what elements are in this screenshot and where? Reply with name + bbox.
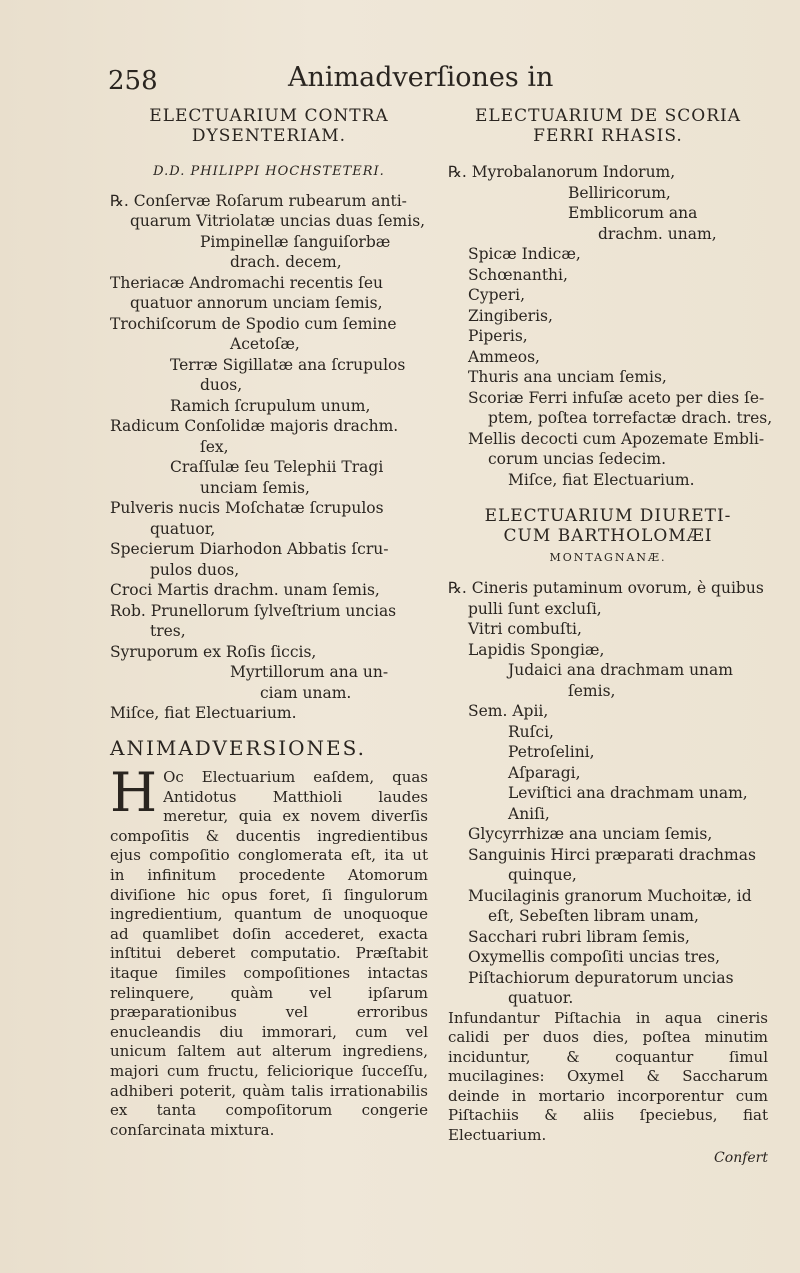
right-title-line-5: MONTAGNANÆ. — [549, 551, 667, 564]
recipe-line: tres, — [150, 622, 186, 640]
right-title-line-3: ELECTUARIUM DIURETI- — [484, 506, 732, 526]
recipe-line: pulli ſunt excluſi, — [468, 599, 602, 618]
recipe-line: quarum Vitriolatæ uncias duas ſemis, — [130, 212, 426, 230]
recipe-line: quatuor. — [508, 989, 574, 1007]
commentary-paragraph — [110, 761, 428, 1140]
recipe-line: Piſtachiorum depuratorum uncias — [468, 968, 734, 987]
left-recipe — [110, 191, 428, 724]
recipe-line: ſex, — [200, 437, 229, 456]
recipe-line: quinque, — [508, 866, 577, 884]
recipe-line: ciam unam. — [260, 683, 352, 702]
recipe-line: drach. decem, — [230, 253, 342, 271]
right-recipe-2 — [448, 578, 768, 1009]
recipe-line: ptem, poſtea torrefactæ drach. tres, — [488, 409, 773, 427]
recipe-line: unciam ſemis, — [200, 478, 310, 497]
recipe-line: Emblicorum ana — [568, 204, 698, 222]
recipe-line: ℞. Cineris putaminum ovorum, è quibus — [448, 579, 764, 597]
recipe-line: quatuor, — [150, 519, 216, 538]
recipe-line: Glycyrrhizæ ana unciam ſemis, — [468, 825, 713, 843]
recipe-line: Myrtillorum ana un- — [230, 663, 389, 681]
right-column — [448, 106, 773, 1168]
right-recipe-1 — [448, 162, 773, 490]
right-title-line-1: ELECTUARIUM DE SCORIA — [474, 106, 741, 126]
recipe-line: quatuor annorum unciam ſemis, — [130, 294, 383, 312]
recipe-line: Lapidis Spongiæ, — [468, 640, 605, 659]
recipe-line: Vitri combuſti, — [468, 620, 582, 638]
recipe-line: Rob. Prunellorum ſylveſtrium uncias — [110, 601, 397, 620]
recipe-line: Leviſtici ana drachmam unam, — [508, 784, 748, 802]
section-title: ANIMADVERSIONES. — [110, 735, 366, 760]
recipe-line: Sem. Apii, — [468, 702, 549, 720]
recipe-line: Sanguinis Hirci præparati drachmas — [468, 845, 756, 864]
left-column — [110, 106, 428, 1140]
recipe-line: Syruporum ex Roſis ſiccis, — [110, 642, 317, 661]
left-title-line-1: ELECTUARIUM CONTRA — [149, 106, 389, 126]
recipe-line: Cyperi, — [468, 286, 526, 304]
recipe-line: ℞. Conſervæ Roſarum rubearum anti- — [110, 191, 407, 210]
recipe-line: Pimpinellæ ſanguiſorbæ — [200, 232, 391, 251]
author-line: D.D. PHILIPPI HOCHSTETERI. — [153, 164, 385, 179]
page-header — [108, 62, 748, 102]
recipe-line: Terræ Sigillatæ ana ſcrupulos — [170, 355, 406, 374]
recipe-line: Acetoſæ, — [230, 335, 300, 353]
recipe-line: corum uncias ſedecim. — [488, 450, 667, 468]
recipe-line: duos, — [200, 376, 243, 394]
recipe-line: drachm. unam, — [598, 224, 717, 243]
recipe-line: Petroſelini, — [508, 743, 595, 761]
recipe-line: Piperis, — [468, 327, 528, 345]
recipe-line: Zingiberis, — [468, 306, 553, 325]
recipe-line: eſt, Sebeſten libram unam, — [488, 907, 699, 925]
recipe-line: Pulveris nucis Moſchatæ ſcrupulos — [110, 499, 384, 517]
recipe-line: Ramich ſcrupulum unum, — [170, 396, 371, 415]
recipe-line: pulos duos, — [150, 560, 240, 579]
recipe-line: Aſparagi, — [508, 763, 581, 782]
recipe-line: Judaici ana drachmam unam — [508, 661, 733, 679]
right-title-line-4: CUM BARTHOLOMÆI — [503, 526, 713, 546]
recipe-line: Ruſci, — [508, 722, 554, 741]
recipe-line: Craſſulæ ſeu Telephii Tragi — [170, 458, 384, 476]
recipe-line: Schœnanthi, — [468, 265, 568, 284]
recipe-line: Mellis decocti cum Apozemate Embli- — [468, 429, 765, 448]
recipe-line: Specierum Diarhodon Abbatis ſcru- — [110, 540, 389, 558]
recipe-line: Miſce, fiat Electuarium. — [110, 704, 297, 722]
recipe-line: Aniſi, — [508, 804, 550, 823]
recipe-line: Miſce, fiat Electuarium. — [508, 470, 695, 489]
recipe-line: ſemis, — [568, 681, 616, 700]
recipe-line: Belliricorum, — [568, 183, 671, 202]
recipe-line: Scoriæ Ferri infuſæ aceto per dies ſe- — [468, 388, 765, 407]
recipe-line: Spicæ Indicæ, — [468, 245, 581, 263]
recipe-line: Croci Martis drachm. unam ſemis, — [110, 581, 380, 599]
recipe-line: ℞. Myrobalanorum Indorum, — [448, 163, 676, 181]
right-title-line-2: FERRI RHASIS. — [533, 126, 683, 146]
recipe-line: Sacchari rubri libram ſemis, — [468, 927, 690, 946]
running-title: Animadverſiones in — [288, 62, 554, 93]
left-title-line-2: DYSENTERIAM. — [191, 126, 347, 146]
page-number: 258 — [108, 66, 158, 96]
recipe-line: Theriacæ Andromachi recentis ſeu — [110, 273, 383, 292]
recipe-line: Oxymellis compoſiti uncias tres, — [468, 948, 721, 966]
commentary-text: Oc Electuarium eaſdem, quas Antidotus Matthioli laudes meretur, quia ex novem diverſis compoſitis & ducentis ingredientibus ejus compoſitio conglomerata eſt, ita ut in infinitum procedente Atomorum diviſione hic opus foret, ſi ſingulorum ingredientium, quantum de unoquoque ad quamlibet doſin accederet, exacta inſtitui deberet computatio. Præſtabit itaque ſimiles compoſitiones intactas relinquere, quàm vel ipſarum præparationibus vel erroribus enucleandis diu immorari, cum vel unicum ſaltem aut alterum ingrediens, majori cum fructu, feliciorique ſucceſſu, adhiberi poterit, quàm talis irrationabilis ex tanta compoſitorum congerie conſarcinata mixtura. — [110, 768, 428, 1139]
recipe-line: Radicum Conſolidæ majoris drachm. — [110, 417, 399, 435]
closing-paragraph: Infundantur Piſtachia in aqua cineris calidi per duos dies, poſtea minutim inciduntur, & coquantur ſimul mucilagines: Oxymel & Saccharum deinde in mortario incorporentur cum Piſtachiis & aliis ſpeciebus, fiat Electuarium. — [448, 1008, 768, 1145]
catchword: Confert — [714, 1149, 768, 1166]
recipe-line: Trochiſcorum de Spodio cum ſemine — [110, 314, 397, 333]
recipe-line: Mucilaginis granorum Muchoitæ, id — [468, 886, 752, 905]
drop-cap: H — [110, 761, 158, 824]
recipe-line: Ammeos, — [468, 347, 540, 366]
recipe-line: Thuris ana unciam ſemis, — [468, 368, 667, 386]
